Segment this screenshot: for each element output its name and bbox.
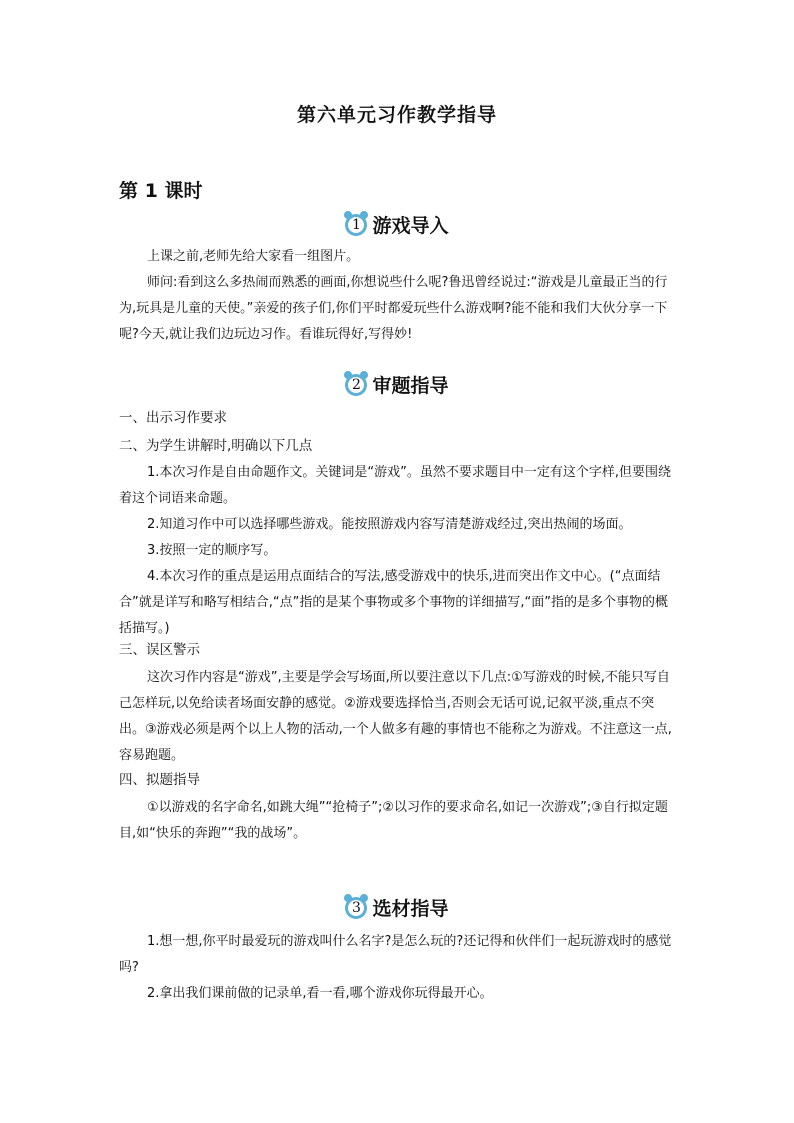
- paragraph: 2.拿出我们课前做的记录单,看一看,哪个游戏你玩得最开心。: [147, 986, 493, 1001]
- list-heading: 二、为学生讲解时,明确以下几点: [119, 438, 313, 454]
- paragraph: 上课之前,老师先给大家看一组图片。: [147, 249, 360, 264]
- paragraph: 3.按照一定的顺序写。: [147, 543, 277, 558]
- paragraph: 1.想一想,你平时最爱玩的游戏叫什么名字?是怎么玩的?还记得和伙伴们一起玩游戏时的感觉吗?: [119, 934, 672, 975]
- paragraph: 1.本次习作是自由命题作文。关键词是“游戏”。虽然不要求题目中一定有这个字样,但要围绕着这个词语来命题。: [119, 465, 672, 506]
- list-heading: 三、误区警示: [119, 642, 200, 658]
- section-heading-2: [0, 371, 794, 398]
- section-number: 2: [348, 377, 364, 393]
- section-title: 审题指导: [372, 375, 449, 397]
- section-number: 1: [348, 217, 364, 233]
- paragraph: 师问:看到这么多热闹而熟悉的画面,你想说些什么呢?鲁迅曾经说过:“游戏是儿童最正当的行为,玩具是儿童的天使。”亲爱的孩子们,你们平时都爱玩些什么游戏啊?能不能和我们大伙分享一下呢?今天,就让我们边玩边习作。看谁玩得好,写得妙!: [119, 275, 668, 342]
- number-badge-icon: [345, 214, 367, 236]
- document-title: 第六单元习作教学指导: [296, 104, 497, 126]
- section-heading-3: [0, 894, 794, 921]
- paragraph: 这次习作内容是“游戏”,主要是学会写场面,所以要注意以下几点:①写游戏的时候,不能只写自己怎样玩,以免给读者场面安静的感觉。②游戏要选择恰当,否则会无话可说,记叙平淡,重点不突出。③游戏必须是两个以上人物的活动,一个人做多有趣的事情也不能称之为游戏。不注意这一点,容易跑题。: [119, 670, 672, 763]
- list-heading: 四、拟题指导: [119, 772, 200, 788]
- section-title: 选材指导: [372, 898, 449, 920]
- number-badge-icon: [345, 897, 367, 919]
- paragraph: ①以游戏的名字命名,如跳大绳”“抢椅子”;②以习作的要求命名,如记一次游戏”;③自行拟定题目,如“快乐的奔跑”“我的战场”。: [119, 800, 668, 841]
- lesson-heading: 第 1 课时: [119, 180, 203, 202]
- list-heading: 一、出示习作要求: [119, 410, 227, 426]
- section-heading-1: [0, 211, 794, 238]
- paragraph: 2.知道习作中可以选择哪些游戏。能按照游戏内容写清楚游戏经过,突出热闹的场面。: [147, 517, 632, 532]
- section-title: 游戏导入: [372, 215, 449, 237]
- section-number: 3: [348, 900, 364, 916]
- paragraph: 4.本次习作的重点是运用点面结合的写法,感受游戏中的快乐,进而突出作文中心。(“点面结合”就是详写和略写相结合,“点”指的是某个事物或多个事物的详细描写,“面”指的是多个事物的概括描写。): [119, 569, 668, 636]
- number-badge-icon: [345, 374, 367, 396]
